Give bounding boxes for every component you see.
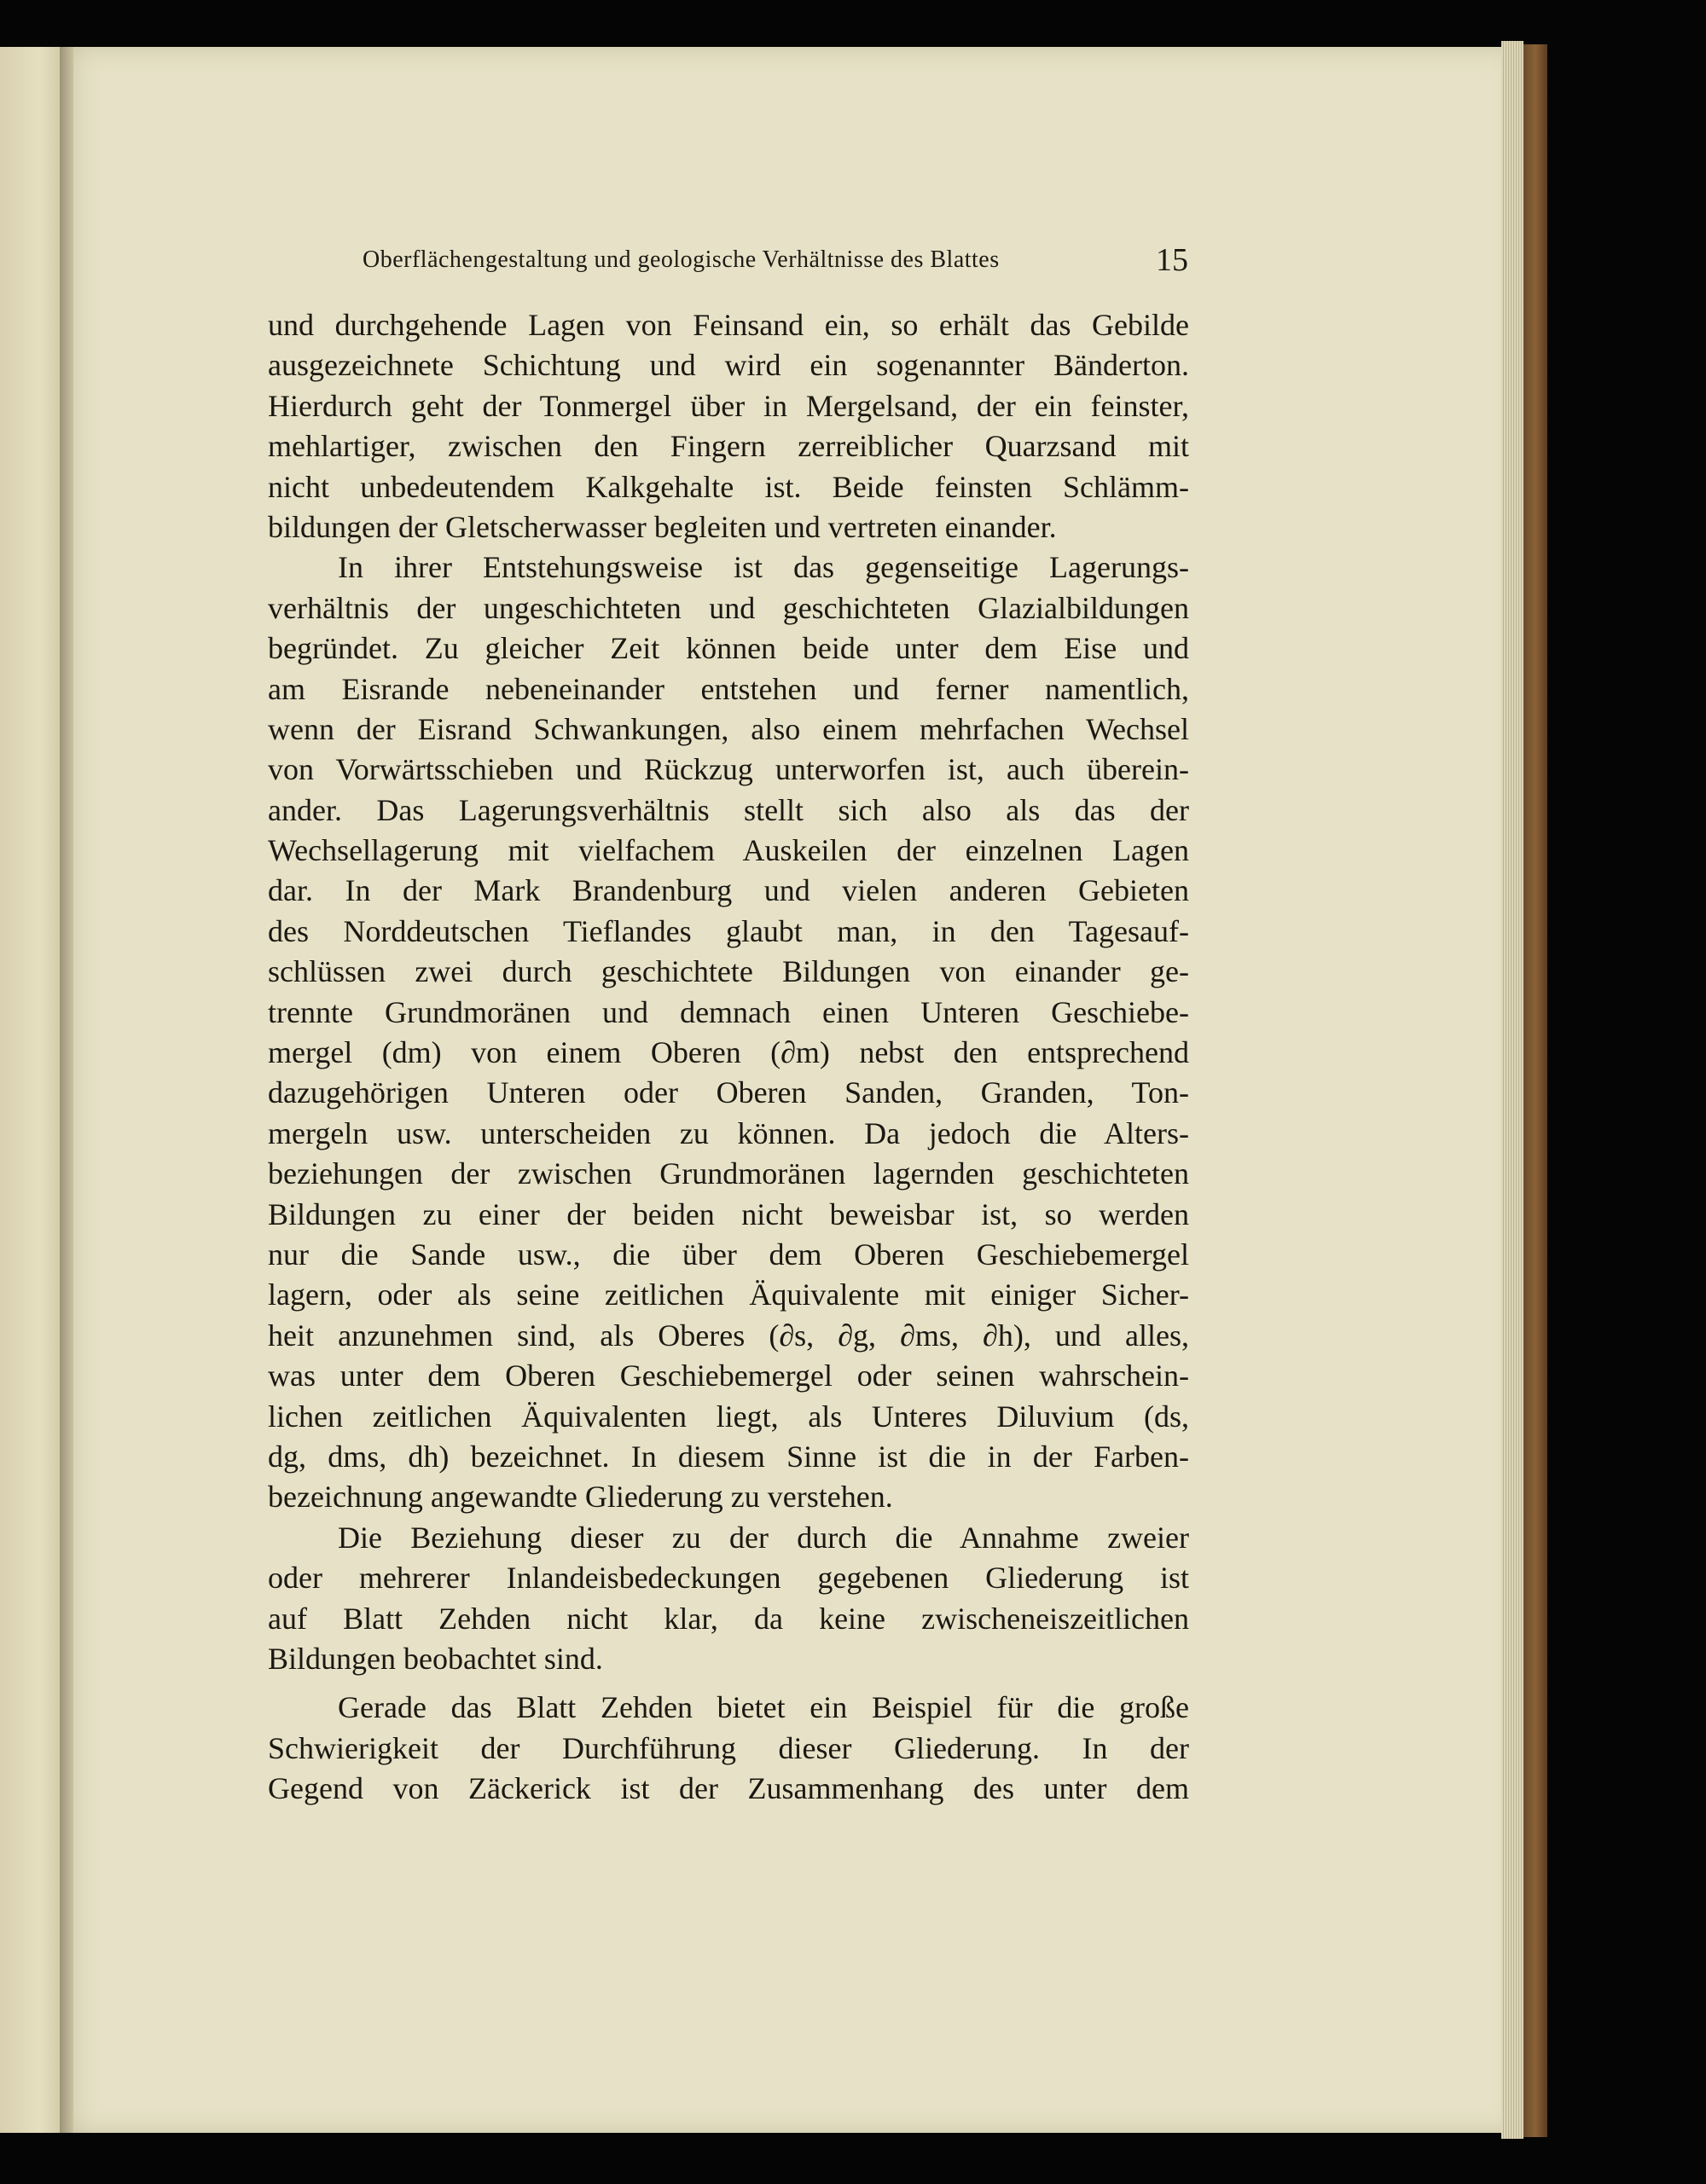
text-line: Schwierigkeit der Durchführung dieser Gliederung. In der [268,1730,1189,1765]
text-line: mergel (dm) von einem Oberen (∂m) nebst den entsprechend [268,1035,1189,1070]
text-line: mehlartiger, zwischen den Fingern zerreiblicher Quarzsand mit [268,429,1189,464]
text-line: dar. In der Mark Brandenburg und vielen anderen Gebieten [268,873,1189,908]
text-line: nur die Sande usw., die über dem Oberen Geschiebemergel [268,1237,1189,1272]
text-line: mergeln usw. unterscheiden zu können. Da jedoch die Alters- [268,1115,1189,1150]
text-line: verhältnis der ungeschichteten und geschichteten Glazialbildungen [268,590,1189,625]
text-line: des Norddeutschen Tieflandes glaubt man, in den Tagesauf- [268,913,1189,948]
paragraph-2 [268,547,1189,1517]
text-line: lichen zeitlichen Äquivalenten liegt, als Unteres Diluvium (ds, [268,1399,1189,1434]
page-number: 15 [1156,242,1188,278]
text-line: am Eisrande nebeneinander entstehen und ferner namentlich, [268,671,1189,706]
text-line: ander. Das Lagerungsverhältnis stellt sich also als das der [268,792,1189,827]
text-line: ausgezeichnete Schichtung und wird ein sogenannter Bänderton. [268,348,1189,383]
text-line: Bildungen zu einer der beiden nicht beweisbar ist, so werden [268,1196,1189,1231]
text-line: trennte Grundmoränen und demnach einen Unteren Geschiebe- [268,994,1189,1029]
body-text [268,305,1189,1809]
text-line: von Vorwärtsschieben und Rückzug unterworfen ist, auch überein- [268,752,1189,787]
text-line: und durchgehende Lagen von Feinsand ein, so erhält das Gebilde [268,308,1189,342]
text-line: was unter dem Oberen Geschiebemergel oder seinen wahrschein- [268,1358,1189,1393]
text-line: oder mehrerer Inlandeisbedeckungen gegebenen Gliederung ist [268,1561,1189,1596]
text-line: Gerade das Blatt Zehden bietet ein Beispiel für die große [338,1690,1189,1725]
running-head [363,241,1188,284]
page-edge-stack [1501,41,1523,2139]
text-line: Die Beziehung dieser zu der durch die Annahme zweier [338,1520,1189,1555]
text-line: bezeichnung angewandte Gliederung zu verstehen. [268,1480,893,1515]
text-line: schlüssen zwei durch geschichtete Bildungen von einander ge- [268,954,1189,989]
text-line: Gegend von Zäckerick ist der Zusammenhang des unter dem [268,1771,1189,1806]
text-line: Bildungen beobachtet sind. [268,1641,603,1676]
paragraph-4 [268,1688,1189,1809]
book-gutter [60,47,73,2133]
text-line: lagern, oder als seine zeitlichen Äquivalente mit einiger Sicher- [268,1277,1189,1312]
book-cover-edge [1523,44,1547,2137]
text-line: Wechsellagerung mit vielfachem Auskeilen der einzelnen Lagen [268,833,1189,868]
text-line: beziehungen der zwischen Grundmoränen lagernden geschichteten [268,1156,1189,1191]
text-line: bildungen der Gletscherwasser begleiten und vertreten einander. [268,509,1057,544]
text-line: heit anzunehmen sind, als Oberes (∂s, ∂g, ∂ms, ∂h), und alles, [268,1318,1189,1353]
running-title: Oberflächengestaltung und geologische Verhältnisse des Blattes [363,246,1000,273]
text-line: dazugehörigen Unteren oder Oberen Sanden, Granden, Ton- [268,1075,1189,1110]
paragraph-3 [268,1518,1189,1680]
text-line: begründet. Zu gleicher Zeit können beide unter dem Eise und [268,631,1189,666]
text-line: auf Blatt Zehden nicht klar, da keine zwischeneiszeitlichen [268,1601,1189,1636]
text-line: In ihrer Entstehungsweise ist das gegenseitige Lagerungs- [338,550,1189,585]
paragraph-1 [268,305,1189,547]
text-line: wenn der Eisrand Schwankungen, also einem mehrfachen Wechsel [268,711,1189,746]
text-line: nicht unbedeutendem Kalkgehalte ist. Beide feinsten Schlämm- [268,469,1189,504]
left-page-edge [0,47,67,2133]
text-line: Hierdurch geht der Tonmergel über in Mergelsand, der ein feinster, [268,388,1189,423]
text-line: dg, dms, dh) bezeichnet. In diesem Sinne ist die in der Farben- [268,1439,1189,1474]
